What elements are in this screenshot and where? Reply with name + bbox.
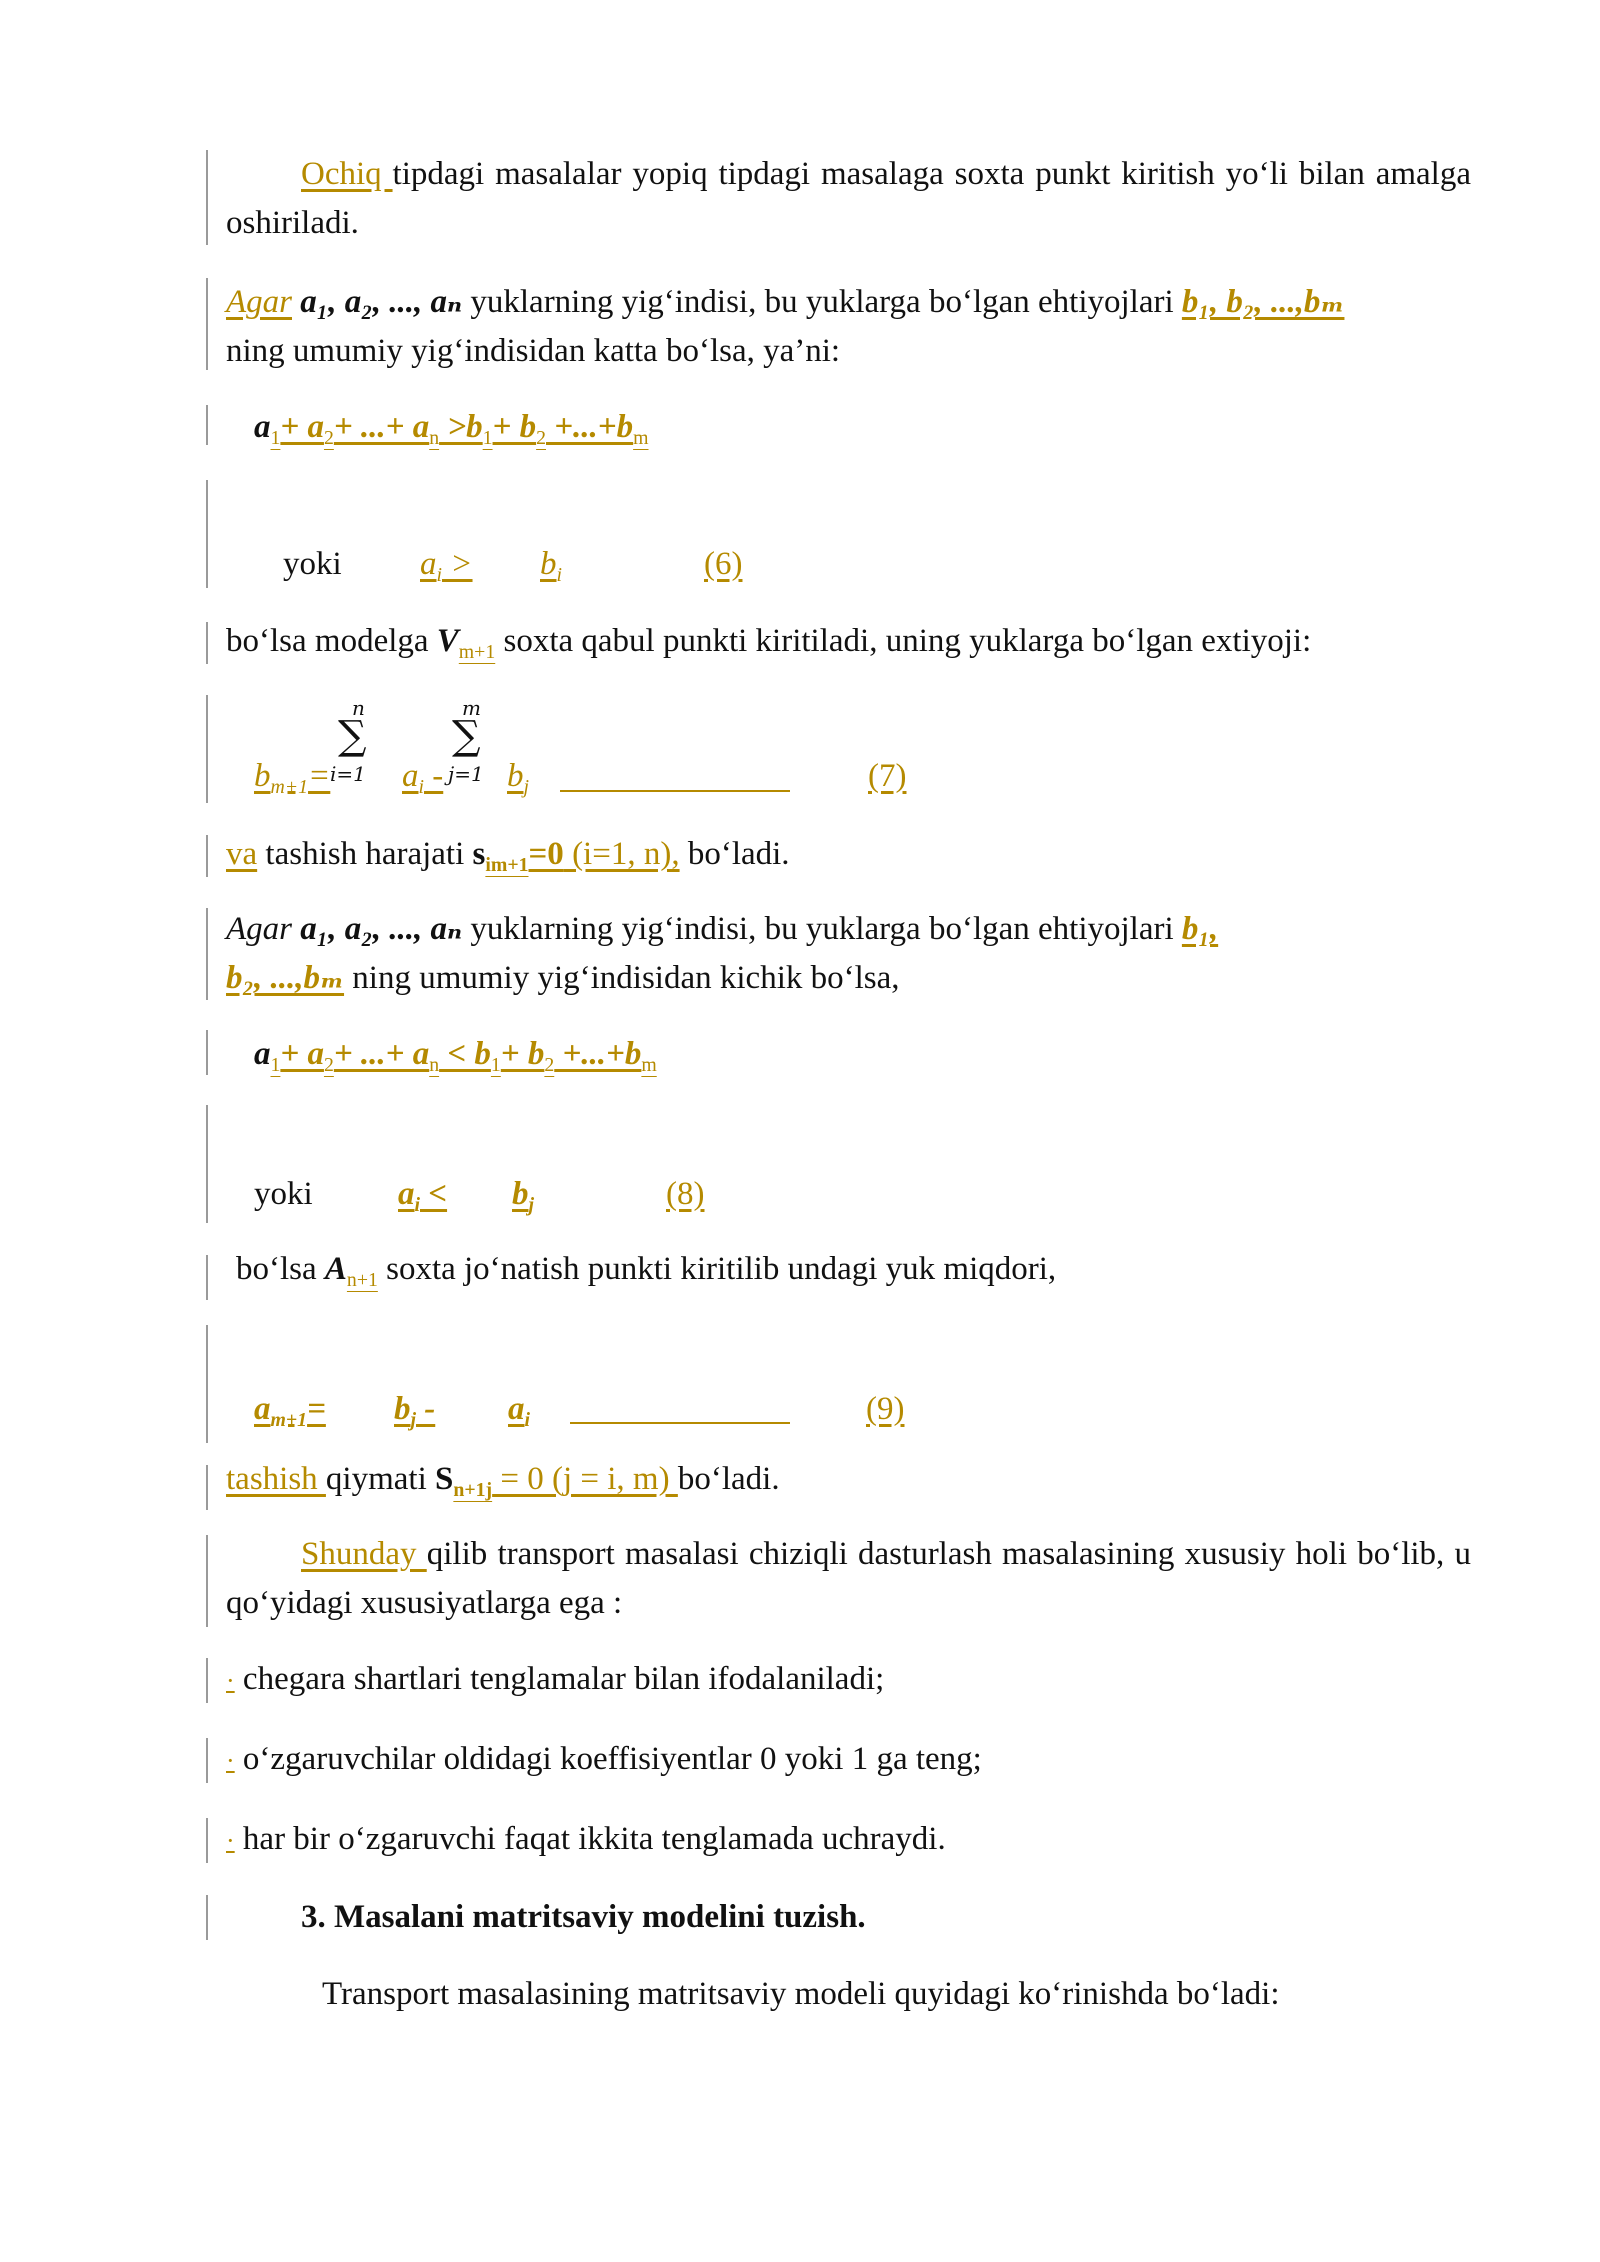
sigma2-upper: m: [462, 696, 481, 720]
paragraph-properties-intro: Shunday qilib transport masalasi chiziqli dasturlash masalasining xususiy holi bo‘lib, u qo‘yidagi xususiyatlarga ega :: [226, 1536, 1472, 1621]
equation-8: yoki: [254, 1176, 313, 1212]
equation-number-8: (8): [666, 1176, 705, 1212]
change-bar: [206, 1325, 208, 1443]
paragraph-closed-type: [226, 150, 1471, 248]
sigma1-symbol: ∑: [338, 713, 367, 759]
equation-number-6: (6): [704, 546, 743, 582]
sigma1-lower: i=1: [330, 762, 366, 786]
eq7-a: $a_i$ -: [402, 758, 444, 798]
inserted-text: Agar: [226, 284, 292, 320]
eq6-rhs: $b_i$: [540, 546, 562, 586]
paragraph-cost-zero: va tashish harajati $s_{im+1}=0$ (i=1, n), bo‘ladi.: [226, 836, 790, 876]
paragraph-text: tipdagi masalalar yopiq tipdagi masalaga soxta punkt kiritish yo‘li bilan amalga oshiriladi.: [226, 156, 1471, 241]
yoki-word: yoki: [283, 546, 342, 582]
equation-number-7: (7): [868, 758, 907, 794]
eq9-b: $b_j$ -: [394, 1391, 436, 1431]
change-bar: [206, 1105, 208, 1223]
a-sequence: a₁, a₂, ..., aₙ: [300, 284, 463, 320]
sigma2-symbol: ∑: [452, 713, 481, 759]
eq8-lhs: $a_i$ <: [398, 1176, 448, 1216]
paragraph-transport-value: tashish qiymati $S_{n+1j} = 0$ (j = i, m) bo‘ladi.: [226, 1461, 780, 1501]
bullet-mark: ·: [226, 1826, 235, 1855]
equation-6: [283, 540, 342, 589]
change-bar: [206, 835, 208, 877]
change-bar: [206, 1738, 208, 1783]
eq9-blank-line: [570, 1422, 790, 1424]
inequality-less: $a_1+ a_2+$ ...+ $a_n < b_1+ b_2 +...+b_m$: [254, 1036, 657, 1076]
sigma1-upper: n: [352, 696, 365, 720]
change-bar: [206, 1465, 208, 1510]
change-bar: [206, 622, 208, 664]
change-bar: [206, 480, 208, 588]
paragraph-fictitious-sender: bo‘lsa $A_{n+1}$ soxta jo‘natish punkti kiritilib undagi yuk miqdori,: [236, 1251, 1057, 1291]
paragraph-condition-less: Agar a₁, a₂, ..., aₙ yuklarning yig‘indisi, bu yuklarga bo‘lgan ehtiyojlari b₁, b₂, ...,bₘ ning umumiy yig‘indisidan kichik bo‘lsa,: [226, 911, 1219, 996]
change-bar: [206, 1535, 208, 1627]
paragraph-text: ning umumiy yig‘indisidan katta bo‘lsa, ya’ni:: [226, 333, 841, 369]
paragraph-fictitious-receiver: bo‘lsa modelga $V_{m+1}$ soxta qabul punkti kiritiladi, uning yuklarga bo‘lgan extiyoji:: [226, 623, 1312, 663]
change-bar: [206, 278, 208, 370]
eq7-lhs: $b_{m+1}=$: [254, 758, 331, 798]
bullet-item: · chegara shartlari tenglamalar bilan ifodalaniladi;: [226, 1661, 885, 1697]
paragraph-text: bo‘lsa modelga: [226, 623, 437, 659]
inserted-text: Ochiq: [301, 156, 393, 192]
change-bar: [206, 1030, 208, 1075]
paragraph-text: soxta qabul punkti kiritiladi, uning yuklarga bo‘lgan extiyoji:: [495, 623, 1312, 659]
paragraph-text: yuklarning yig‘indisi, bu yuklarga bo‘lgan ehtiyojlari: [462, 284, 1182, 320]
change-bar: [206, 908, 208, 1000]
eq9-a: $a_i$: [508, 1391, 530, 1431]
change-bar: [206, 1255, 208, 1300]
bullet-item: · o‘zgaruvchilar oldidagi koeffisiyentlar 0 yoki 1 ga teng;: [226, 1741, 982, 1777]
change-bar: [206, 405, 208, 445]
sigma2-lower: j=1: [448, 762, 484, 786]
bullet-mark: ·: [226, 1666, 235, 1695]
eq6-lhs: $a_i$ >: [420, 546, 473, 586]
section-heading: 3. Masalani matritsaviy modelini tuzish.: [301, 1899, 866, 1935]
bullet-item: · har bir o‘zgaruvchi faqat ikkita tenglamada uchraydi.: [226, 1821, 946, 1857]
equation-number-9: (9): [866, 1391, 905, 1427]
change-bar: [206, 1895, 208, 1940]
b-sequence: b₁, b₂, ...,bₘ: [1181, 284, 1345, 320]
change-bar: [206, 1818, 208, 1863]
paragraph-matrix-model: Transport masalasining matritsaviy modeli quyidagi ko‘rinishda bo‘ladi:: [322, 1976, 1280, 2012]
paragraph-condition-greater: [226, 278, 1471, 376]
inequality-greater: $a_1+ a_2+$ ...+ $a_n >b_1+ b_2 +...+b_m$: [254, 409, 649, 449]
eq9-lhs: $a_{m+1}=$: [254, 1391, 326, 1431]
change-bar: [206, 695, 208, 803]
eq7-b: $b_j$: [507, 758, 529, 798]
bullet-mark: ·: [226, 1746, 235, 1775]
change-bar: [206, 150, 208, 245]
change-bar: [206, 1658, 208, 1703]
eq7-blank-line: [560, 790, 790, 792]
eq8-rhs: $b_j$: [512, 1176, 534, 1216]
